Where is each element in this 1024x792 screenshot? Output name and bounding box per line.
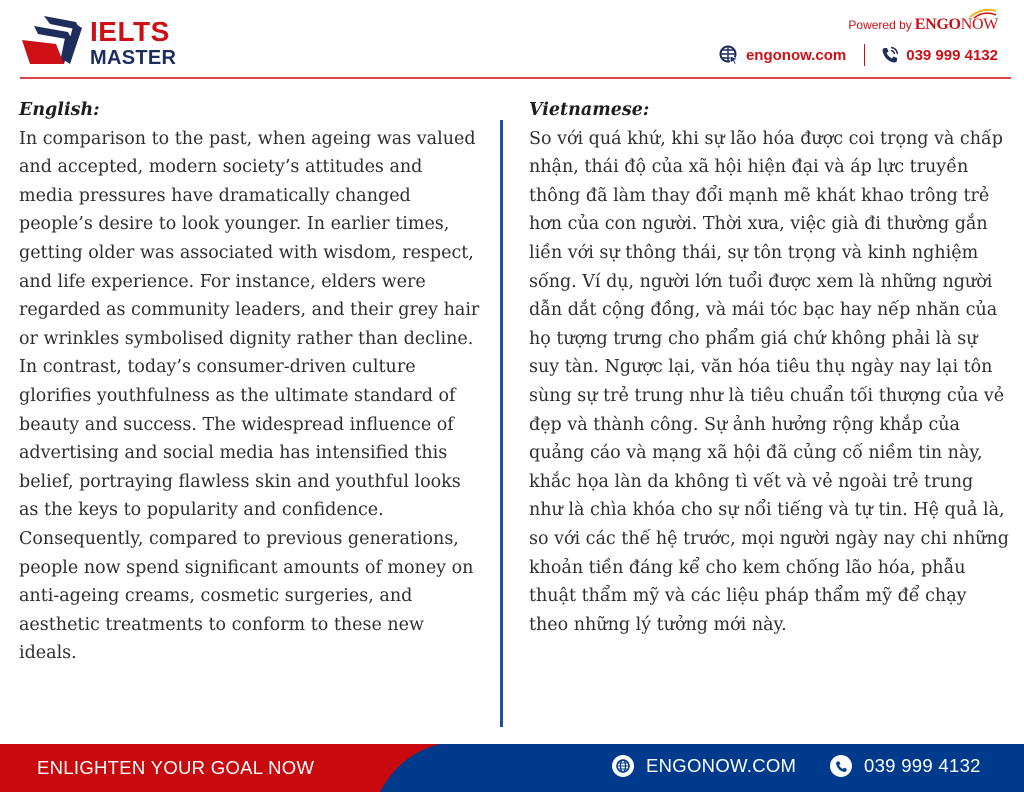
vietnamese-column: [529, 96, 1009, 639]
contact-separator: [864, 44, 865, 66]
footer: [0, 744, 1024, 792]
book-logo-icon: [20, 14, 86, 70]
ielts-master-logo[interactable]: [20, 14, 190, 70]
english-column: [19, 96, 481, 668]
english-heading: English:: [19, 100, 100, 120]
globe-icon: [612, 755, 634, 777]
powered-by: [848, 16, 998, 34]
footer-website-label: ENGONOW.COM: [646, 755, 797, 776]
english-body: In comparison to the past, when ageing was valued and accepted, modern society’s attitudes and media pressures have dramatically changed people’s desire to look younger. In earlier times, getting older was associated with wisdom, respect, and life experience. For instance, elders were regarded as community leaders, and their grey hair or wrinkles symbolised dignity rather than decline. In contrast, today’s consumer-driven culture glorifies youthfulness as the ultimate standard of beauty and success. The widespread influence of advertising and social media has intensified this belief, portraying flawless skin and youthful looks as the keys to popularity and confidence. Consequently, compared to previous generations, people now spend significant amounts of money on anti-ageing creams, cosmetic surgeries, and aesthetic treatments to conform to these new ideals.: [19, 128, 480, 664]
vietnamese-heading: Vietnamese:: [529, 100, 650, 120]
header-phone-label: 039 999 4132: [906, 46, 998, 64]
header-website-link[interactable]: [719, 45, 846, 65]
header-phone-link[interactable]: [881, 46, 998, 64]
footer-website-link[interactable]: [612, 755, 796, 777]
header-website-label: engonow.com: [745, 46, 847, 64]
vietnamese-body: So với quá khứ, khi sự lão hóa được coi trọng và chấp nhận, thái độ của xã hội hiện đại và áp lực truyền thông đã làm thay đổi mạnh mẽ khát khao trông trẻ hơn của con người. Thời xưa, việc già đi thường gắn liền với sự thông thái, sự tôn trọng và kinh nghiệm sống. Ví dụ, người lớn tuổi được xem là những người dẫn dắt cộng đồng, và mái tóc bạc hay nếp nhăn của họ tượng trưng cho phẩm giá chứ không phải là sự suy tàn. Ngược lại, văn hóa tiêu thụ ngày nay lại tôn sùng sự trẻ trung như là tiêu chuẩn tối thượng của vẻ đẹp và thành công. Sự ảnh hưởng rộng khắp của quảng cáo và mạng xã hội đã củng cố niềm tin này, khắc họa làn da không tì vết và vẻ ngoài trẻ trung như là chìa khóa cho sự nổi tiếng và tự tin. Hệ quả là, so với các thế hệ trước, mọi người ngày nay chi những khoản tiền đáng kể cho kem chống lão hóa, phẫu thuật thẩm mỹ và các liệu pháp thẩm mỹ để chạy theo những lý tưởng mới này.: [529, 128, 1009, 635]
column-divider: [500, 120, 503, 727]
footer-slogan: ENLIGHTEN YOUR GOAL NOW: [37, 757, 315, 778]
header-contact: [719, 44, 998, 66]
footer-phone-label: 039 999 4132: [864, 755, 981, 776]
logo-subtitle: MASTER: [90, 47, 177, 69]
phone-icon: [830, 755, 852, 777]
footer-phone-link[interactable]: [830, 755, 981, 777]
globe-cursor-icon: [719, 45, 739, 65]
logo-title: IELTS: [90, 16, 170, 47]
header: [0, 0, 1024, 80]
header-divider: [20, 77, 1011, 79]
brand-light: NOW: [960, 16, 998, 33]
powered-by-prefix: Powered by: [848, 18, 912, 32]
phone-icon: [881, 46, 899, 64]
brand-bold: ENGO: [914, 16, 961, 33]
engonow-brand[interactable]: [915, 16, 998, 34]
